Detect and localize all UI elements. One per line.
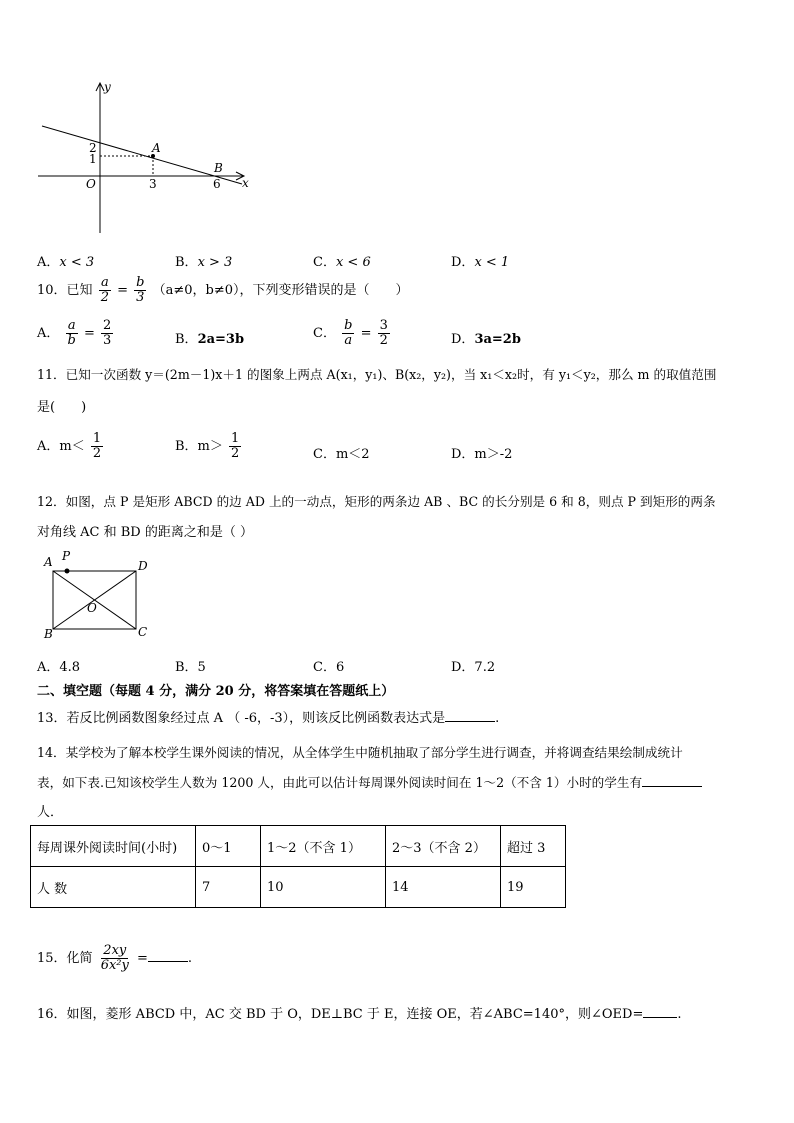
q14-stem-line3: 人． <box>37 805 64 820</box>
table-cell: 超过 3 <box>501 826 566 867</box>
q14-stem-line2: 表，如下表.已知该校学生人数为 1200 人，由此可以估计每周课外阅读时间在 1～2（不含 1）小时的学生有 <box>37 772 702 791</box>
table-cell: 2～3（不含 2） <box>386 826 501 867</box>
table-cell: 10 <box>261 867 386 908</box>
q12-option-c: C．6 <box>313 660 345 675</box>
reading-time-table <box>30 825 566 908</box>
q9-option-b: B．x > 3 <box>175 255 233 270</box>
table-cell: 0～1 <box>196 826 261 867</box>
table-header-row <box>31 826 566 867</box>
function-line <box>42 126 242 184</box>
table-cell: 人 数 <box>31 867 196 908</box>
q10-stem: 10．已知 $\frac{a}{2}$ = $\frac{b}{3}$ （a≠0，b≠0），下列变形错误的是（ ） <box>37 275 409 305</box>
y-axis-label: y <box>104 80 111 94</box>
label-b: B <box>44 627 53 640</box>
tick-x3: 3 <box>149 177 157 191</box>
label-p: P <box>62 549 71 563</box>
point-p-dot <box>65 569 70 574</box>
q9-option-a: A．x < 3 <box>37 255 95 270</box>
q10-option-d: D．3a=2b <box>451 332 521 347</box>
answer-blank[interactable] <box>642 772 702 787</box>
q9-option-c: C．x < 6 <box>313 255 371 270</box>
point-a-label: A <box>152 141 161 155</box>
q14-stem-line1: 14．某学校为了解本校学生课外阅读的情况，从全体学生中随机抽取了部分学生进行调查，并将调查结果绘制成统计 <box>37 745 683 760</box>
table-cell: 19 <box>501 867 566 908</box>
table-cell: 7 <box>196 867 261 908</box>
label-a: A <box>44 555 53 569</box>
q11-stem-line2: 是( ) <box>37 400 87 415</box>
q12-stem-line2: 对角线 AC 和 BD 的距离之和是（ ） <box>37 525 253 540</box>
q11-option-d: D．m＞-2 <box>451 447 513 462</box>
q10-option-c: C． $\frac{b}{a}$ = $\frac{3}{2}$ <box>313 318 388 348</box>
point-b-label: B <box>214 161 223 175</box>
q10-option-a: A． $\frac{a}{b}$ = $\frac{2}{3}$ <box>37 318 112 348</box>
q9-option-d: D．x < 1 <box>451 255 510 270</box>
table-cell: 14 <box>386 867 501 908</box>
table-row <box>31 867 566 908</box>
label-o: O <box>87 601 97 615</box>
q11-option-b: B．m＞ $\frac{1}{2}$ <box>175 431 240 461</box>
table-cell: 1～2（不含 1） <box>261 826 386 867</box>
q12-option-b: B．5 <box>175 660 206 675</box>
q12-stem-line1: 12．如图，点 P 是矩形 ABCD 的边 AD 上的一动点，矩形的两条边 AB 、BC 的长分别是 6 和 8，则点 P 到矩形的两条 <box>37 494 716 509</box>
q11-option-c: C．m＜2 <box>313 447 370 462</box>
answer-blank[interactable] <box>148 947 188 962</box>
q16-stem: 16．如图，菱形 ABCD 中，AC 交 BD 于 O，DE⊥BC 于 E，连接 OE，若∠ABC=140°，则∠OED= . <box>37 1003 682 1022</box>
label-d: D <box>138 559 148 573</box>
tick-y1: 1 <box>89 152 97 166</box>
coordinate-graph <box>30 75 260 240</box>
q11-option-a: A．m＜ $\frac{1}{2}$ <box>37 431 102 461</box>
tick-x6: 6 <box>213 177 221 191</box>
q11-stem-line1: 11．已知一次函数 y＝(2m－1)x＋1 的图象上两点 A(x₁，y₁)、B(x₂，y₂)，当 x₁＜x₂时，有 y₁＜y₂，那么 m 的取值范围 <box>37 367 717 382</box>
x-axis-label: x <box>242 176 249 190</box>
rectangle-figure <box>40 548 160 640</box>
label-c: C <box>138 625 148 639</box>
tick-y2: 2 <box>89 141 97 155</box>
q12-option-a: A．4.8 <box>37 660 81 675</box>
table-cell: 每周课外阅读时间(小时) <box>31 826 196 867</box>
answer-blank[interactable] <box>445 707 495 722</box>
q13-stem: 13．若反比例函数图象经过点 A （ -6，-3），则该反比例函数表达式是 . <box>37 707 499 726</box>
q12-option-d: D．7.2 <box>451 660 496 675</box>
q15-stem: 15．化简 $\frac{2xy}{\text{6x²y}}$ = . <box>37 943 193 973</box>
section-heading-fill-in: 二、填空题（每题 4 分，满分 20 分，将答案填在答题纸上） <box>37 684 395 699</box>
q10-option-b: B．2a=3b <box>175 332 245 347</box>
origin-label: O <box>86 177 96 191</box>
answer-blank[interactable] <box>643 1003 677 1018</box>
